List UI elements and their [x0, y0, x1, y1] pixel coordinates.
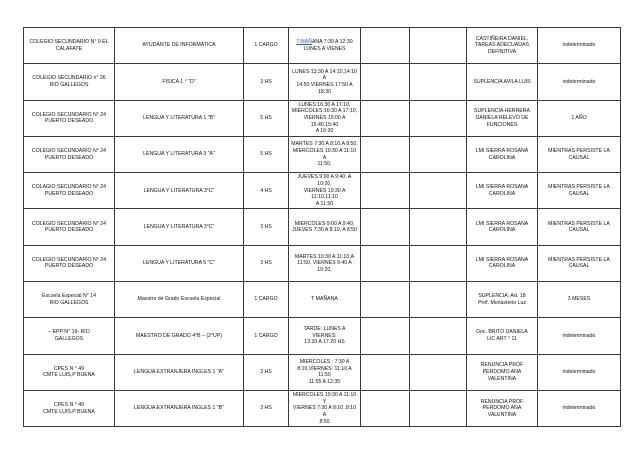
duration-cell: indeterminado [538, 28, 621, 64]
duration-cell: 1 AÑO [538, 100, 621, 136]
hours-cell: 3 HS [244, 354, 289, 390]
table-row [24, 354, 621, 390]
schedule-cell [289, 245, 361, 281]
hours-cell: 3 HS [244, 245, 289, 281]
empty-cell [361, 245, 410, 281]
schedule-cell [289, 136, 361, 172]
school-cell: COLAGIO SECUNDARIO N° 24 PUERTO DESEADO [24, 173, 115, 209]
empty-cell [410, 245, 467, 281]
table-row [24, 318, 621, 354]
schedule-text: T MAÑANA [311, 296, 338, 303]
empty-cell [361, 354, 410, 390]
school-cell: CPES N ° 49 CMTE LUIS,P BUENA [24, 354, 115, 390]
position-cell: LENGUA Y LITERATURA 3 "A" [115, 136, 244, 172]
schedule-text: MIERCOLES : 7:30 A 8:10,VIERNES: 11:10 A 11:50 11:55 A 12:35 [297, 359, 352, 385]
schedule-text: MARTES 10:30 A 11:10,A 11:50, VIERNES 9:40 A 10:20, [294, 253, 355, 273]
table-row [24, 209, 621, 245]
school-cell: CPES N ° 49 CMTE LUIS,P BUENA [24, 390, 115, 426]
position-cell: LENGUA Y LITERATURA 1 "B" [115, 100, 244, 136]
duration-cell: MIENTRAS PERSISTE LA CAUSAL [538, 173, 621, 209]
table-row [24, 28, 621, 64]
empty-cell [361, 209, 410, 245]
schedule-cell [289, 100, 361, 136]
empty-cell [410, 390, 467, 426]
schedule-text: LUNES 13:30 A 14:10,14:10 A 14:50 VIERNES 17:50 A 18:30 [292, 68, 357, 95]
schedule-text: TARDE: LUNES A VIERNES: 13:20 A 17:20 HS [303, 326, 346, 346]
hours-cell: 3 HS [244, 390, 289, 426]
empty-cell [361, 390, 410, 426]
duration-cell: indeterminado [538, 390, 621, 426]
table-row [24, 282, 621, 318]
hours-cell: 5 HS [244, 136, 289, 172]
schedule-link[interactable]: T.MAÑ [296, 39, 312, 46]
position-cell: LENGUA Y LITERATURA 5 "C" [115, 245, 244, 281]
schedule-cell [289, 64, 361, 100]
schedule-cell [289, 318, 361, 354]
position-cell: MAESTRO DE GRADO 4°B – (2°UP) [115, 318, 244, 354]
replacement-cell: SUPLENCIA HERRERA DANIELA RELEVO DE FUNCIONES [467, 100, 538, 136]
table-body [24, 28, 621, 427]
schedule-cell [289, 209, 361, 245]
empty-cell [361, 28, 410, 64]
position-cell: AYUDANTE DE INFORMATICA [115, 28, 244, 64]
schedule-text: ANA 7:30 A 12:30 LUNES A VIENES [303, 39, 353, 52]
schedule-text: MIERCOLES 10:30 A 11:10 Y VIERNES 7:30 A 8:10 ,8:10 A 8:50 [292, 392, 357, 425]
empty-cell [410, 136, 467, 172]
replacement-cell: LMI SIERRA ROSANA CAROLINA [467, 173, 538, 209]
replacement-cell: CASTIÑEIRA DANIEL, TAREAS ADECUADAS DEFINITIVA [467, 28, 538, 64]
empty-cell [410, 209, 467, 245]
replacement-cell: LMI SIERRA ROSANA CAROLINA [467, 245, 538, 281]
empty-cell [410, 100, 467, 136]
empty-cell [361, 318, 410, 354]
position-cell: LENGUA Y LITERATURA 3°C" [115, 173, 244, 209]
school-cell: COLEGIO SECUNDARIO N° 24 PUERTO DESEADO [24, 100, 115, 136]
replacement-cell: RENUNCIA PROF PERDOMO ANA VALENTINA [467, 390, 538, 426]
school-cell: – EPP N° 19- RIO GALLEGOS [24, 318, 115, 354]
hours-cell: 1 CARGO [244, 28, 289, 64]
vacancy-table [23, 27, 621, 427]
replacement-cell: Doc. BRITO DANIELA LIC ART ° 11 [467, 318, 538, 354]
schedule-cell [289, 354, 361, 390]
position-cell: FISICA 1 ° "D" [115, 64, 244, 100]
schedule-text: LUNES:16:30 A 17:10, MIERCOLES:16:30 A 17:10, VIERNES 15:00 A 15:40,15:40 A 16:20 [291, 101, 358, 135]
duration-cell: MIENTRAS PERSISTE LA CAUSAL [538, 209, 621, 245]
schedule-text: JUEVES 9:00 A 9:40, A 10:20, VIERNES 10:30 A 11:10,11:10 A 11:50 [297, 174, 352, 207]
empty-cell [410, 282, 467, 318]
table-row [24, 245, 621, 281]
school-cell: COLEGIO SECUNDARIO N° 24 PUERTO DESEADO [24, 245, 115, 281]
replacement-cell: RENUNCIA PROF PERDOMO ANA VALENTINA [467, 354, 538, 390]
schedule-text: MARTES 7:30 A 8:10,A 8:50, MIERCOLES 10:30 A 11:10 A 11:50, [291, 141, 358, 168]
empty-cell [410, 318, 467, 354]
position-cell: LENGUA Y LITERATURA 3°C" [115, 209, 244, 245]
school-cell: COLEGIO SECUNDARIO N° 9 EL CALAFATE [24, 28, 115, 64]
hours-cell: 5 HS [244, 100, 289, 136]
table-row [24, 173, 621, 209]
duration-cell: indeterminado [538, 354, 621, 390]
empty-cell [361, 282, 410, 318]
table-row [24, 64, 621, 100]
school-cell: COLEGIO SECUNDARIO N° 24 PUERTO DESEADO [24, 209, 115, 245]
hours-cell: 3 HS [244, 209, 289, 245]
empty-cell [410, 64, 467, 100]
table-row [24, 100, 621, 136]
replacement-cell: LMI SIERRA ROSANA CAROLINA [467, 209, 538, 245]
schedule-cell [289, 390, 361, 426]
hours-cell: 3 HS [244, 64, 289, 100]
schedule-text: MIERCOLES 9:00 A 9:40, JUEVES 7:30 A 8:10, A 8:50 [292, 220, 357, 234]
empty-cell [361, 64, 410, 100]
school-cell: COLEGIO SECUNDARIO n° 26 RIO GALLEGOS [24, 64, 115, 100]
schedule-cell [289, 28, 361, 64]
empty-cell [361, 100, 410, 136]
duration-cell: indeterminado [538, 318, 621, 354]
empty-cell [410, 28, 467, 64]
empty-cell [410, 173, 467, 209]
schedule-cell [289, 282, 361, 318]
hours-cell: 1 CARGO [244, 282, 289, 318]
school-cell: COLEGIO SECUNDARIO N° 24 PUERTO DESEADO [24, 136, 115, 172]
table-row [24, 136, 621, 172]
school-cell: Escuela Especial N° 14 RIO GALLEGOS [24, 282, 115, 318]
empty-cell [361, 136, 410, 172]
replacement-cell: LMI SIERRA ROSANA CAROLINA [467, 136, 538, 172]
replacement-cell: SUPLENCIA AVILA LUIS [467, 64, 538, 100]
schedule-cell [289, 173, 361, 209]
empty-cell [361, 173, 410, 209]
duration-cell: MIENTRAS PERSISTE LA CAUSAL [538, 245, 621, 281]
hours-cell: 4 HS [244, 173, 289, 209]
table-row [24, 390, 621, 426]
position-cell: Maestro de Grado Escuela Especial [115, 282, 244, 318]
duration-cell: indeterminado [538, 64, 621, 100]
replacement-cell: SUPLENCIA: Art. 18 Prof. Monasterio Luz [467, 282, 538, 318]
position-cell: LENGUA EXTRANJERA INGLES 1 "B" [115, 390, 244, 426]
position-cell: LENGUA EXTRANJERA INGLES 1 "A" [115, 354, 244, 390]
empty-cell [410, 354, 467, 390]
duration-cell: 3 MESES [538, 282, 621, 318]
hours-cell: 1 CARGO [244, 318, 289, 354]
duration-cell: MIENTRAS PERSISTE LA CAUSAL [538, 136, 621, 172]
